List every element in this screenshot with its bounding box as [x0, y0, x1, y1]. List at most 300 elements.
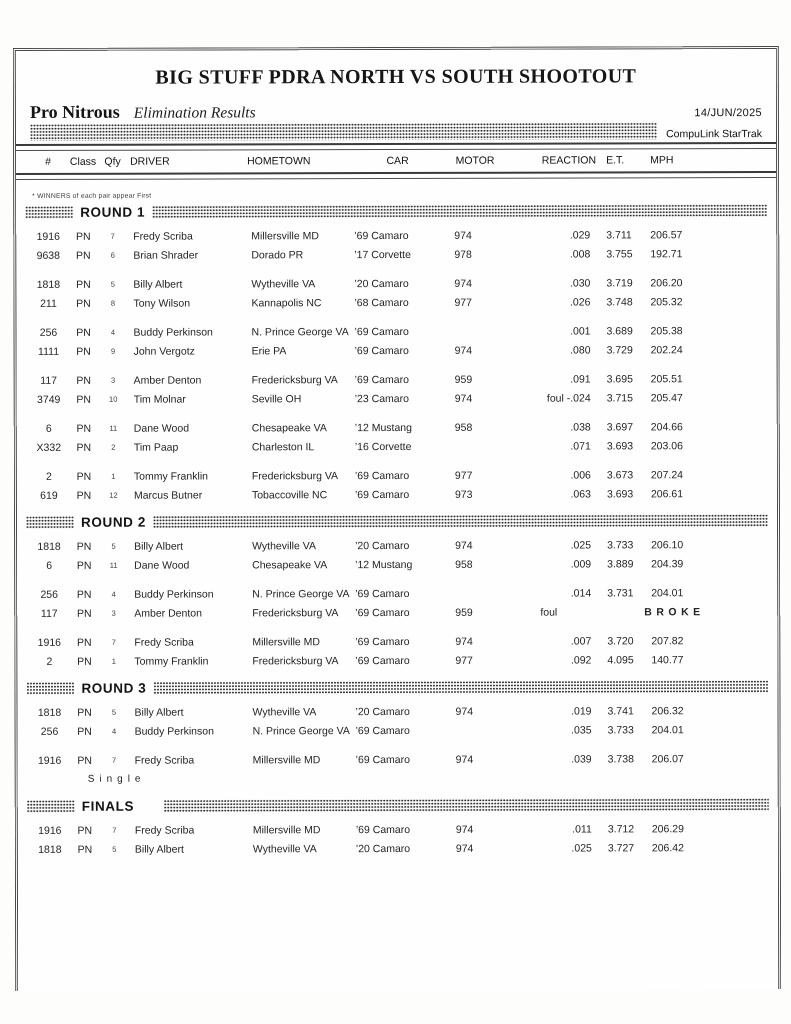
cell-hometown: Millersville MD: [252, 823, 321, 836]
cell-num: 1818: [37, 706, 62, 719]
cell-qfy: 6: [110, 250, 115, 260]
cell-cls: PN: [76, 441, 92, 454]
cell-reaction: .063: [570, 487, 591, 501]
column-header-row: [16, 149, 776, 173]
cell-driver: Fredy Scriba: [134, 824, 195, 837]
cell-hometown: Erie PA: [251, 344, 287, 357]
result-row: [18, 819, 778, 840]
cell-reaction: .029: [569, 228, 591, 242]
cell-driver: Billy Albert: [134, 540, 184, 553]
cell-mph: 206.42: [651, 841, 685, 854]
cell-hometown: Millersville MD: [251, 229, 319, 242]
cell-motor: 977: [455, 654, 473, 667]
cell-num: 6: [45, 422, 52, 435]
result-row: [17, 369, 777, 390]
cell-num: 256: [40, 588, 58, 601]
cell-qfy: 4: [110, 327, 116, 337]
cell-car: ’12 Mustang: [355, 558, 413, 571]
header-separator-row: [30, 122, 762, 142]
horizontal-rule: [16, 171, 776, 180]
result-row: [17, 554, 777, 575]
column-header-et: E.T.: [606, 154, 625, 167]
result-row: [17, 436, 777, 457]
cell-car: ’69 Camaro: [355, 753, 410, 766]
cell-reaction: .008: [569, 247, 591, 261]
cell-car: ’17 Corvette: [354, 248, 411, 261]
cell-num: 117: [40, 374, 58, 387]
cell-hometown: Wytheville VA: [252, 705, 317, 718]
dotted-rule: [30, 122, 657, 141]
section-header-round-3: [26, 679, 768, 696]
cell-et: 3.741: [607, 704, 634, 717]
cell-num: 2: [46, 655, 53, 668]
race-pair: [16, 273, 776, 313]
cell-mph: 205.38: [650, 324, 683, 337]
cell-reaction: .080: [570, 343, 591, 357]
cell-driver: Tommy Franklin: [133, 469, 209, 483]
column-header-mph: MPH: [650, 154, 674, 167]
cell-motor: 974: [455, 635, 473, 648]
cell-motor: 974: [454, 277, 472, 290]
cell-et: 3.727: [607, 841, 635, 854]
cell-cls: PN: [75, 249, 91, 262]
cell-et: 4.095: [607, 653, 634, 666]
cell-motor: 974: [455, 823, 474, 836]
cell-mph: 206.29: [651, 822, 684, 835]
cell-reaction: foul: [540, 606, 558, 619]
cell-mph: 207.24: [650, 468, 684, 481]
cell-motor: 958: [455, 558, 473, 571]
report-subheader: [16, 100, 776, 123]
cell-reaction: .092: [570, 653, 592, 667]
cell-reaction: .025: [571, 841, 592, 855]
class-name: Pro Nitrous: [29, 101, 120, 122]
cell-car: ’68 Camaro: [354, 296, 409, 309]
cell-mph: 204.01: [651, 586, 684, 599]
race-pair: [17, 369, 777, 409]
race-pair: [17, 535, 777, 575]
dotted-rule: [25, 206, 73, 219]
cell-hometown: Wytheville VA: [251, 277, 316, 290]
cell-mph: 206.20: [650, 276, 683, 289]
cell-mph: 205.47: [650, 391, 683, 404]
cell-car: ’20 Camaro: [355, 842, 411, 855]
cell-mph: 204.66: [650, 420, 683, 433]
cell-cls: PN: [75, 230, 91, 243]
cell-car: ’69 Camaro: [354, 344, 409, 357]
cell-car: ’69 Camaro: [354, 373, 409, 386]
cell-car: ’69 Camaro: [355, 587, 410, 600]
dotted-rule: [27, 800, 75, 813]
cell-driver: Dane Wood: [134, 559, 190, 572]
cell-qfy: 5: [111, 707, 117, 717]
dotted-rule: [164, 798, 769, 813]
cell-car: ’69 Camaro: [354, 488, 410, 501]
cell-reaction: .019: [571, 704, 592, 718]
cell-cls: PN: [77, 843, 93, 856]
cell-et: 3.673: [606, 468, 634, 481]
winners-note: * WINNERS of each pair appear First: [32, 192, 152, 200]
cell-et: 3.711: [606, 228, 632, 241]
section-label: ROUND 1: [80, 204, 146, 220]
cell-mph: 206.57: [650, 228, 683, 241]
cell-cls: PN: [76, 278, 91, 291]
cell-reaction: .001: [570, 324, 591, 338]
cell-et: 3.733: [607, 723, 634, 736]
cell-num: 3749: [36, 393, 61, 406]
cell-mph: 140.77: [651, 653, 684, 666]
cell-motor: 974: [454, 229, 472, 242]
cell-et: 3.755: [606, 247, 633, 260]
cell-cls: PN: [77, 754, 92, 767]
cell-et: 3.719: [606, 276, 633, 289]
cell-reaction: .014: [570, 586, 592, 600]
cell-qfy: 2: [111, 442, 116, 452]
cell-et: 3.731: [607, 586, 634, 599]
cell-cls: PN: [76, 345, 91, 358]
cell-mph: 203.06: [650, 439, 683, 452]
cell-car: ’20 Camaro: [355, 705, 410, 718]
result-row: [16, 225, 776, 246]
cell-motor: 959: [454, 373, 473, 386]
cell-mph: 202.24: [650, 343, 683, 356]
cell-car: ’20 Camaro: [355, 539, 410, 552]
cell-reaction: foul -.024: [546, 391, 591, 405]
cell-hometown: Dorado PR: [251, 248, 304, 261]
cell-motor: 974: [455, 753, 474, 766]
cell-num: 2: [45, 470, 52, 483]
cell-cls: PN: [76, 393, 91, 406]
cell-et: 3.695: [606, 372, 633, 385]
cell-motor: 958: [454, 421, 473, 434]
cell-et: 3.693: [606, 487, 634, 500]
section-header-finals: [27, 797, 769, 814]
cell-qfy: 7: [112, 755, 117, 765]
cell-reaction: .039: [571, 752, 592, 766]
race-pair: [17, 583, 777, 623]
cell-driver: Amber Denton: [134, 607, 202, 620]
cell-cls: PN: [76, 607, 92, 620]
race-pair: [17, 417, 777, 457]
cell-driver: Billy Albert: [134, 706, 184, 719]
cell-mph: 205.32: [650, 295, 683, 308]
cell-qfy: 3: [111, 375, 116, 385]
section-label: ROUND 3: [81, 680, 147, 696]
dotted-rule: [152, 204, 767, 219]
result-row: [16, 273, 776, 294]
cell-hometown: N. Prince George VA: [252, 724, 350, 737]
cell-et: 3.733: [607, 538, 634, 551]
cell-qfy: 9: [110, 346, 116, 356]
cell-driver: Buddy Perkinson: [134, 724, 214, 738]
column-header-motor: MOTOR: [455, 154, 495, 167]
cell-driver: Tim Molnar: [133, 393, 186, 406]
cell-num: X332: [36, 441, 62, 454]
cell-driver: Buddy Perkinson: [134, 587, 214, 601]
report-subtitle: Elimination Results: [133, 104, 256, 122]
cell-hometown: Millersville MD: [252, 753, 321, 766]
result-row: [18, 838, 778, 859]
cell-num: 1111: [38, 345, 60, 358]
cell-motor: 977: [454, 296, 472, 309]
cell-hometown: Tobaccoville NC: [251, 488, 328, 501]
cell-et: 3.729: [606, 343, 633, 356]
cell-hometown: Fredericksburg VA: [251, 469, 339, 482]
results-sections: [16, 203, 778, 859]
cell-reaction: .071: [570, 439, 591, 453]
cell-motor: 974: [455, 842, 474, 855]
cell-hometown: Millersville MD: [252, 635, 321, 648]
race-pair: [17, 465, 777, 505]
cell-et: 3.720: [607, 634, 634, 647]
result-row: [16, 321, 776, 342]
race-pair: [16, 225, 776, 265]
column-header-cls: Class: [69, 155, 97, 168]
cell-driver: Tony Wilson: [133, 297, 191, 310]
cell-motor: 973: [454, 488, 473, 501]
cell-qfy: 7: [111, 637, 116, 647]
dotted-rule: [26, 516, 74, 529]
result-row: [17, 631, 777, 652]
section-header-round-2: [26, 513, 768, 530]
result-row: [17, 602, 777, 623]
cell-cls: PN: [77, 824, 93, 837]
cell-motor: 974: [455, 705, 474, 718]
cell-motor: 974: [454, 344, 473, 357]
race-pair: [16, 321, 776, 361]
result-row: [17, 583, 777, 604]
cell-cls: PN: [77, 706, 92, 719]
cell-qfy: 1: [111, 656, 116, 666]
cell-car: ’69 Camaro: [355, 635, 410, 648]
result-row: [16, 292, 776, 313]
result-row: [17, 340, 777, 361]
dotted-rule: [153, 514, 768, 529]
event-date: 14/JUN/2025: [694, 107, 762, 120]
cell-mph: 207.82: [651, 634, 684, 647]
cell-qfy: 7: [112, 825, 117, 835]
cell-et: 3.889: [607, 557, 634, 570]
cell-hometown: Charleston IL: [251, 440, 315, 453]
cell-qfy: 5: [112, 844, 117, 854]
section-header-round-1: [25, 203, 767, 220]
cell-num: 1916: [38, 824, 62, 837]
cell-driver: John Vergotz: [133, 345, 195, 358]
cell-hometown: N. Prince George VA: [252, 587, 350, 600]
cell-hometown: N. Prince George VA: [251, 325, 349, 338]
page-title: BIG STUFF PDRA NORTH VS SOUTH SHOOTOUT: [155, 65, 637, 89]
result-row: [16, 244, 776, 265]
cell-driver: Tim Paap: [133, 441, 179, 454]
cell-driver: Fredy Scriba: [133, 230, 193, 243]
cell-driver: Marcus Butner: [133, 489, 203, 502]
cell-qfy: 8: [110, 298, 116, 308]
cell-cls: PN: [76, 489, 92, 502]
cell-qfy: 4: [111, 589, 116, 599]
result-row: [17, 465, 777, 486]
cell-mph: 204.01: [651, 723, 684, 736]
section-label: ROUND 2: [80, 514, 146, 530]
cell-mph: 204.39: [651, 557, 684, 570]
cell-motor: 977: [454, 469, 473, 482]
cell-driver: Amber Denton: [133, 374, 202, 387]
result-row: [17, 650, 777, 671]
cell-reaction: .007: [570, 634, 592, 648]
cell-cls: PN: [76, 470, 92, 483]
cell-cls: PN: [77, 725, 92, 738]
cell-et: 3.748: [606, 295, 633, 308]
cell-et: 3.689: [606, 324, 633, 337]
cell-car: ’69 Camaro: [354, 469, 410, 482]
cell-car: ’20 Camaro: [354, 277, 409, 290]
cell-hometown: Fredericksburg VA: [252, 606, 339, 619]
cell-hometown: Seville OH: [251, 392, 302, 405]
cell-broke: BROKE: [644, 605, 705, 618]
cell-cls: PN: [76, 540, 92, 553]
cell-reaction: .091: [570, 372, 591, 386]
cell-motor: 978: [454, 248, 472, 261]
cell-reaction: .025: [570, 538, 592, 552]
column-header-qfy: Qfy: [104, 155, 121, 168]
cell-num: 256: [40, 725, 59, 738]
cell-cls: PN: [76, 297, 91, 310]
cell-hometown: Kannapolis NC: [251, 296, 322, 309]
cell-hometown: Chesapeake VA: [251, 421, 327, 434]
cell-qfy: 4: [111, 726, 117, 736]
cell-num: 1818: [38, 843, 62, 856]
cell-num: 619: [40, 489, 58, 502]
cell-cls: PN: [76, 422, 92, 435]
timing-system-label: CompuLink StarTrak: [666, 128, 763, 141]
cell-qfy: 12: [109, 490, 118, 500]
cell-qfy: 11: [109, 560, 118, 570]
cell-mph: 192.71: [650, 247, 683, 260]
column-header-driver: DRIVER: [130, 155, 170, 168]
result-row: [17, 484, 777, 505]
cell-reaction: .035: [571, 723, 592, 737]
dotted-rule: [26, 682, 74, 695]
cell-qfy: 5: [111, 541, 116, 551]
cell-hometown: Chesapeake VA: [252, 558, 328, 571]
cell-car: ’16 Corvette: [354, 440, 412, 453]
cell-mph: 206.61: [650, 487, 684, 500]
cell-cls: PN: [76, 326, 91, 339]
cell-num: 1916: [37, 636, 62, 649]
result-row: [17, 388, 777, 409]
column-header-reaction: REACTION: [541, 154, 597, 167]
result-row: [17, 417, 777, 438]
page-border-frame: [13, 46, 781, 991]
cell-num: 1818: [36, 278, 61, 291]
cell-num: 9638: [36, 249, 60, 262]
cell-mph: 206.07: [651, 752, 684, 765]
cell-qfy: 11: [109, 423, 118, 433]
cell-motor: 974: [455, 539, 473, 552]
cell-qfy: 7: [110, 231, 115, 241]
race-pair: [17, 701, 777, 741]
cell-mph: 206.32: [651, 704, 684, 717]
cell-driver: Fredy Scriba: [134, 636, 194, 649]
cell-mph: 205.51: [650, 372, 683, 385]
race-pair: [17, 631, 777, 671]
cell-reaction: .026: [569, 295, 591, 309]
cell-qfy: 5: [110, 279, 115, 289]
column-header-car: CAR: [386, 154, 409, 168]
cell-cls: PN: [77, 636, 92, 649]
cell-reaction: .038: [570, 420, 591, 434]
column-header-hometown: HOMETOWN: [247, 155, 311, 168]
cell-num: 1818: [37, 540, 61, 553]
cell-driver: Buddy Perkinson: [133, 325, 213, 339]
pair-annotation: Single: [87, 773, 146, 785]
cell-hometown: Wytheville VA: [252, 842, 317, 855]
cell-num: 1916: [37, 754, 62, 767]
cell-hometown: Fredericksburg VA: [252, 654, 339, 667]
cell-driver: Brian Shrader: [133, 249, 199, 262]
cell-num: 1916: [36, 230, 60, 243]
cell-driver: Tommy Franklin: [134, 654, 209, 668]
cell-qfy: 3: [111, 608, 116, 618]
cell-cls: PN: [76, 588, 92, 601]
result-row: [18, 749, 778, 770]
cell-reaction: .030: [569, 276, 591, 290]
result-row: [17, 701, 777, 722]
result-row: [17, 535, 777, 556]
cell-cls: PN: [76, 374, 91, 387]
result-row: [18, 720, 778, 741]
cell-motor: 974: [454, 392, 473, 405]
cell-et: 3.738: [607, 752, 634, 765]
cell-num: 256: [39, 326, 58, 339]
cell-num: 6: [46, 559, 53, 572]
cell-car: ’69 Camaro: [355, 823, 411, 836]
cell-driver: Billy Albert: [133, 278, 183, 291]
cell-driver: Dane Wood: [133, 422, 190, 435]
cell-num: 211: [40, 297, 57, 310]
cell-car: ’69 Camaro: [355, 606, 410, 619]
cell-qfy: 10: [109, 394, 118, 404]
cell-et: 3.715: [606, 391, 633, 404]
dotted-rule: [153, 680, 768, 695]
cell-mph: 206.10: [651, 538, 684, 551]
cell-hometown: Wytheville VA: [252, 539, 316, 552]
cell-driver: Fredy Scriba: [134, 754, 195, 767]
cell-car: ’23 Camaro: [354, 392, 409, 405]
cell-car: ’69 Camaro: [355, 654, 410, 667]
cell-car: ’12 Mustang: [354, 421, 412, 434]
cell-car: ’69 Camaro: [354, 325, 409, 338]
cell-cls: PN: [77, 655, 92, 668]
cell-reaction: .009: [570, 557, 592, 571]
cell-et: 3.712: [607, 822, 635, 835]
cell-num: 117: [40, 607, 58, 620]
cell-car: ’69 Camaro: [355, 724, 410, 737]
cell-et: 3.697: [606, 420, 634, 433]
cell-cls: PN: [76, 559, 92, 572]
section-label: FINALS: [81, 798, 135, 814]
cell-driver: Billy Albert: [134, 843, 184, 856]
cell-reaction: .011: [572, 822, 592, 836]
race-pair: [18, 819, 778, 859]
class-and-subtitle: [30, 101, 256, 123]
cell-car: ’69 Camaro: [354, 229, 409, 242]
column-header-num: #: [45, 155, 52, 168]
cell-qfy: 1: [111, 471, 116, 481]
cell-hometown: Fredericksburg VA: [251, 373, 338, 386]
cell-et: 3.693: [606, 439, 634, 452]
race-pair: [18, 749, 778, 789]
cell-motor: 959: [455, 606, 473, 619]
